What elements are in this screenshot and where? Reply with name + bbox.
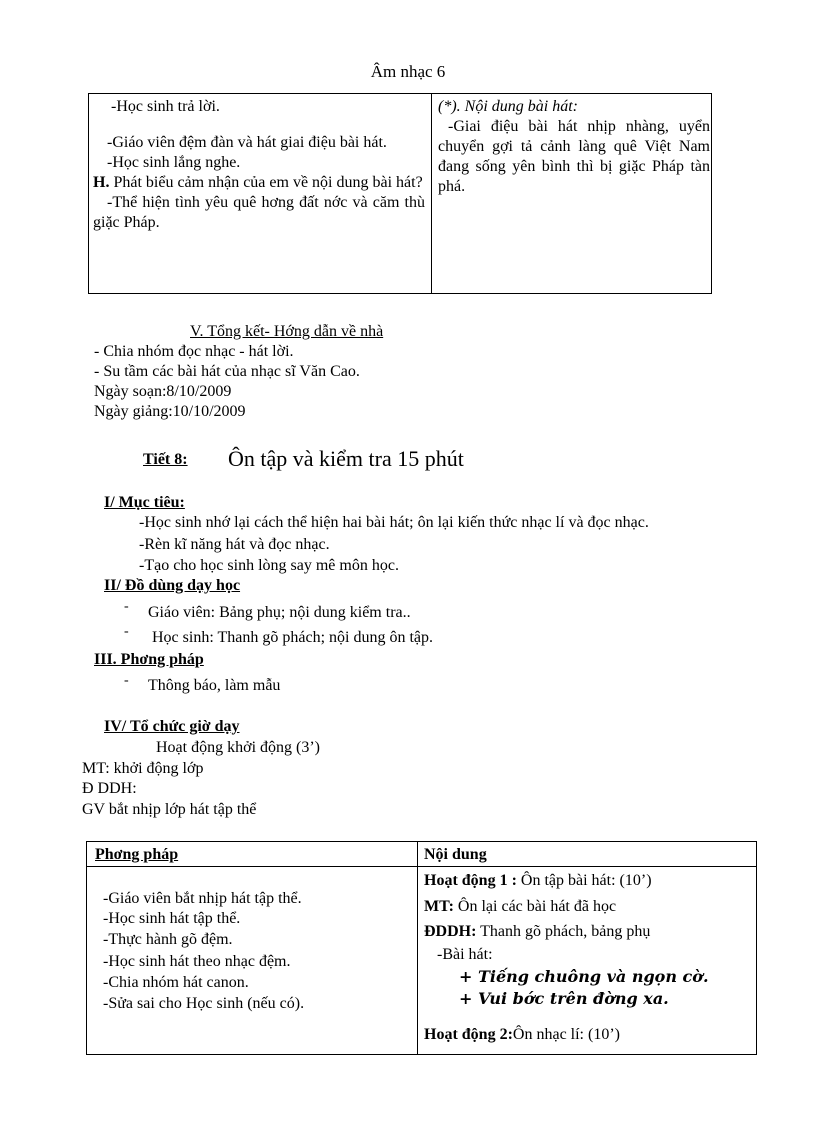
date-taught: Ngày giảng:10/10/2009: [94, 403, 246, 420]
objective-item: -Rèn kĩ năng hát và đọc nhạc.: [139, 536, 330, 553]
lesson-label: Tiết 8:: [143, 451, 188, 468]
page-header: Âm nhạc 6: [370, 62, 446, 81]
activity-1-label: Hoạt động 1 :: [424, 872, 517, 889]
t1-left-p4: -Thể hiện tình yêu quê hơng đất nớc và căm thù giặc Pháp.: [93, 194, 425, 231]
lesson-title: Ôn tập và kiểm tra 15 phút: [228, 446, 464, 471]
song-item: + Vui bớc trên đờng xa.: [459, 989, 669, 1008]
summary-heading: V. Tổng kết- Hớng dẫn về nhà: [190, 323, 384, 340]
songs-label: -Bài hát:: [437, 946, 493, 963]
method-line: -Thực hành gõ đệm.: [103, 931, 233, 948]
objectives-heading: I/ Mục tiêu:: [104, 494, 185, 511]
lesson-table-1: [88, 93, 712, 294]
bullet-icon: -: [124, 624, 129, 639]
method-line: -Chia nhóm hát canon.: [103, 974, 249, 991]
warmup-materials: Đ DDH:: [82, 780, 137, 797]
method-line: -Giáo viên bắt nhịp hát tập thể.: [103, 890, 302, 907]
date-prepared: Ngày soạn:8/10/2009: [94, 383, 232, 400]
activity-2: [424, 1025, 620, 1045]
warmup-activity: Hoạt động khởi động (3’): [156, 739, 320, 756]
materials-label: ĐDDH:: [424, 923, 477, 940]
t1-left-p3: -Học sinh lắng nghe.: [107, 154, 241, 171]
objective-item: -Học sinh nhớ lại cách thể hiện hai bài hát; ôn lại kiến thức nhạc lí và đọc nhạc.: [139, 514, 649, 531]
objective-text: Ôn lại các bài hát đã học: [453, 898, 617, 915]
column-divider: [431, 94, 432, 293]
activity-1: [424, 871, 652, 891]
bullet-icon: -: [124, 599, 129, 614]
t1-right-text: -Giai điệu bài hát nhịp nhàng, uyển chuyển gợi tả cảnh làng quê Việt Nam đang sống yên bình thì bị giặc Pháp tàn phá.: [438, 118, 710, 195]
method-line: -Học sinh hát tập thể.: [103, 910, 241, 927]
activity-2-text: Ôn nhạc lí: (10’): [512, 1026, 620, 1043]
objective-label: MT:: [424, 898, 454, 915]
objective-item: -Tạo cho học sinh lòng say mê môn học.: [139, 557, 399, 574]
method-item: Thông báo, làm mẫu: [148, 677, 281, 694]
question-text: Phát biểu cảm nhận của em về nội dung bài hát?: [109, 174, 423, 191]
column-header-content: Nội dung: [424, 846, 487, 863]
column-divider: [417, 842, 418, 1054]
warmup-note: GV bắt nhịp lớp hát tập thể: [82, 801, 257, 818]
table1-left-cell: [93, 97, 425, 233]
method-heading: III. Phơng pháp: [94, 651, 204, 668]
materials-item: Học sinh: Thanh gõ phách; nội dung ôn tập.: [152, 629, 433, 646]
activity-1-text: Ôn tập bài hát: (10’): [516, 872, 652, 889]
summary-line-1: - Chia nhóm đọc nhạc - hát lời.: [94, 343, 294, 360]
materials-text: Thanh gõ phách, bảng phụ: [476, 923, 651, 940]
table1-right-cell: [438, 97, 710, 197]
activity-1-materials: [424, 922, 650, 942]
song-item: + Tiếng chuông và ngọn cờ.: [459, 967, 709, 986]
summary-line-2: - Su tầm các bài hát của nhạc sĩ Văn Cao.: [94, 363, 360, 380]
bullet-icon: -: [124, 673, 129, 688]
materials-heading: II/ Đồ dùng dạy học: [104, 577, 241, 594]
activity-2-label: Hoạt động 2:: [424, 1026, 513, 1043]
method-line: -Sửa sai cho Học sinh (nếu có).: [103, 995, 305, 1012]
t1-left-p2: -Giáo viên đệm đàn và hát giai điệu bài hát.: [107, 134, 387, 151]
materials-item: Giáo viên: Bảng phụ; nội dung kiểm tra..: [148, 604, 411, 621]
organization-heading: IV/ Tổ chức giờ dạy: [104, 718, 240, 735]
question-label: H.: [93, 174, 110, 191]
activity-1-objective: [424, 897, 616, 917]
header-divider: [87, 866, 756, 867]
column-header-method: Phơng pháp: [95, 846, 179, 863]
warmup-objective: MT: khởi động lớp: [82, 760, 204, 777]
t1-left-question: [93, 173, 425, 193]
method-line: -Học sinh hát theo nhạc đệm.: [103, 953, 291, 970]
lesson-table-2: [86, 841, 757, 1055]
t1-left-p1: -Học sinh trả lời.: [111, 98, 220, 115]
t1-right-title: (*). Nội dung bài hát:: [438, 98, 578, 115]
